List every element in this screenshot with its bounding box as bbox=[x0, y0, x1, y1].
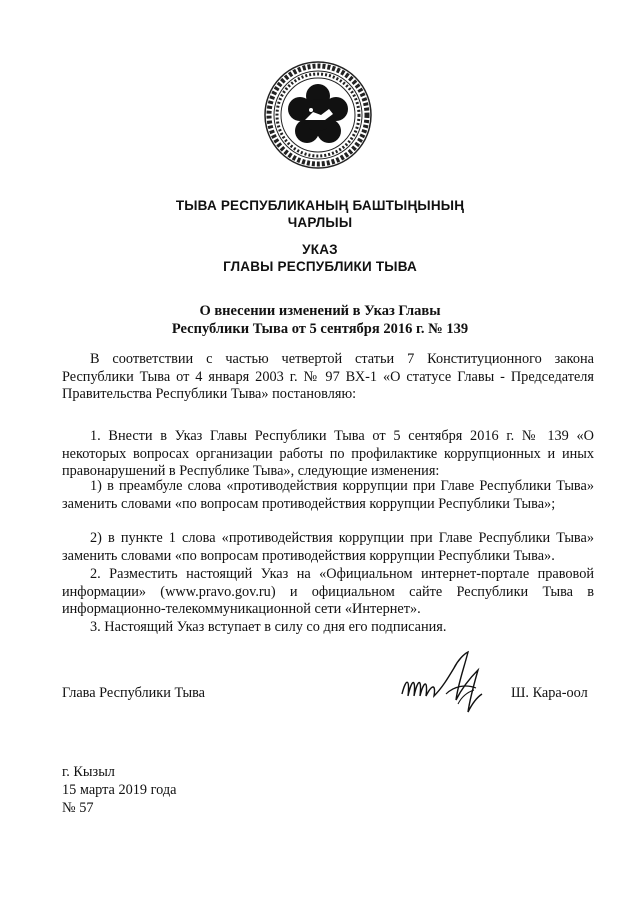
coat-of-arms-emblem bbox=[263, 60, 373, 170]
header-line-tuvan-2: ЧАРЛЫЫ bbox=[287, 215, 353, 230]
header-decree: УКАЗ bbox=[302, 242, 338, 257]
footer-city: г. Кызыл bbox=[62, 764, 115, 780]
header-head-of-republic: ГЛАВЫ РЕСПУБЛИКИ ТЫВА bbox=[223, 259, 417, 274]
footer-date: 15 марта 2019 года bbox=[62, 782, 177, 798]
document-title-line-2: Республики Тыва от 5 сентября 2016 г. № 139 bbox=[171, 321, 469, 337]
footer-decree-number: № 57 bbox=[62, 800, 94, 816]
signatory-position: Глава Республики Тыва bbox=[62, 685, 205, 701]
signatory-name: Ш. Кара-оол bbox=[511, 685, 588, 701]
paragraph-item-1: 1. Внести в Указ Главы Республики Тыва от 5 сентября 2016 г. № 139 «О некоторых вопросах организации работы по профилактике коррупционных и иных правонарушений в Республике Тыва», следующие изменения: bbox=[62, 428, 594, 480]
paragraph-item-1-1: 1) в преамбуле слова «противодействия коррупции при Главе Республики Тыва» заменить словами «по вопросам противодействия коррупции Республики Тыва»; bbox=[62, 478, 594, 512]
paragraph-item-3: 3. Настоящий Указ вступает в силу со дня его подписания. bbox=[90, 619, 447, 635]
handwritten-signature bbox=[398, 648, 503, 724]
paragraph-item-2: 2. Разместить настоящий Указ на «Официальном интернет-портале правовой информации» (www.pravo.gov.ru) и официальном сайте Республики Тыва в информационно-телекоммуникационной сети «Интернет». bbox=[62, 566, 594, 618]
paragraph-intro: В соответствии с частью четвертой статьи 7 Конституционного закона Республики Тыва от 4 января 2003 г. № 97 ВХ-1 «О статусе Главы - Председателя Правительства Республики Тыва» постановляю: bbox=[62, 351, 594, 403]
document-title-line-1: О внесении изменений в Указ Главы bbox=[199, 303, 441, 319]
paragraph-item-1-2: 2) в пункте 1 слова «противодействия коррупции при Главе Республики Тыва» заменить словами «по вопросам противодействия коррупции Республики Тыва». bbox=[62, 530, 594, 564]
header-line-tuvan-1: ТЫВА РЕСПУБЛИКАНЫҢ БАШТЫҢЫНЫҢ bbox=[175, 198, 465, 213]
